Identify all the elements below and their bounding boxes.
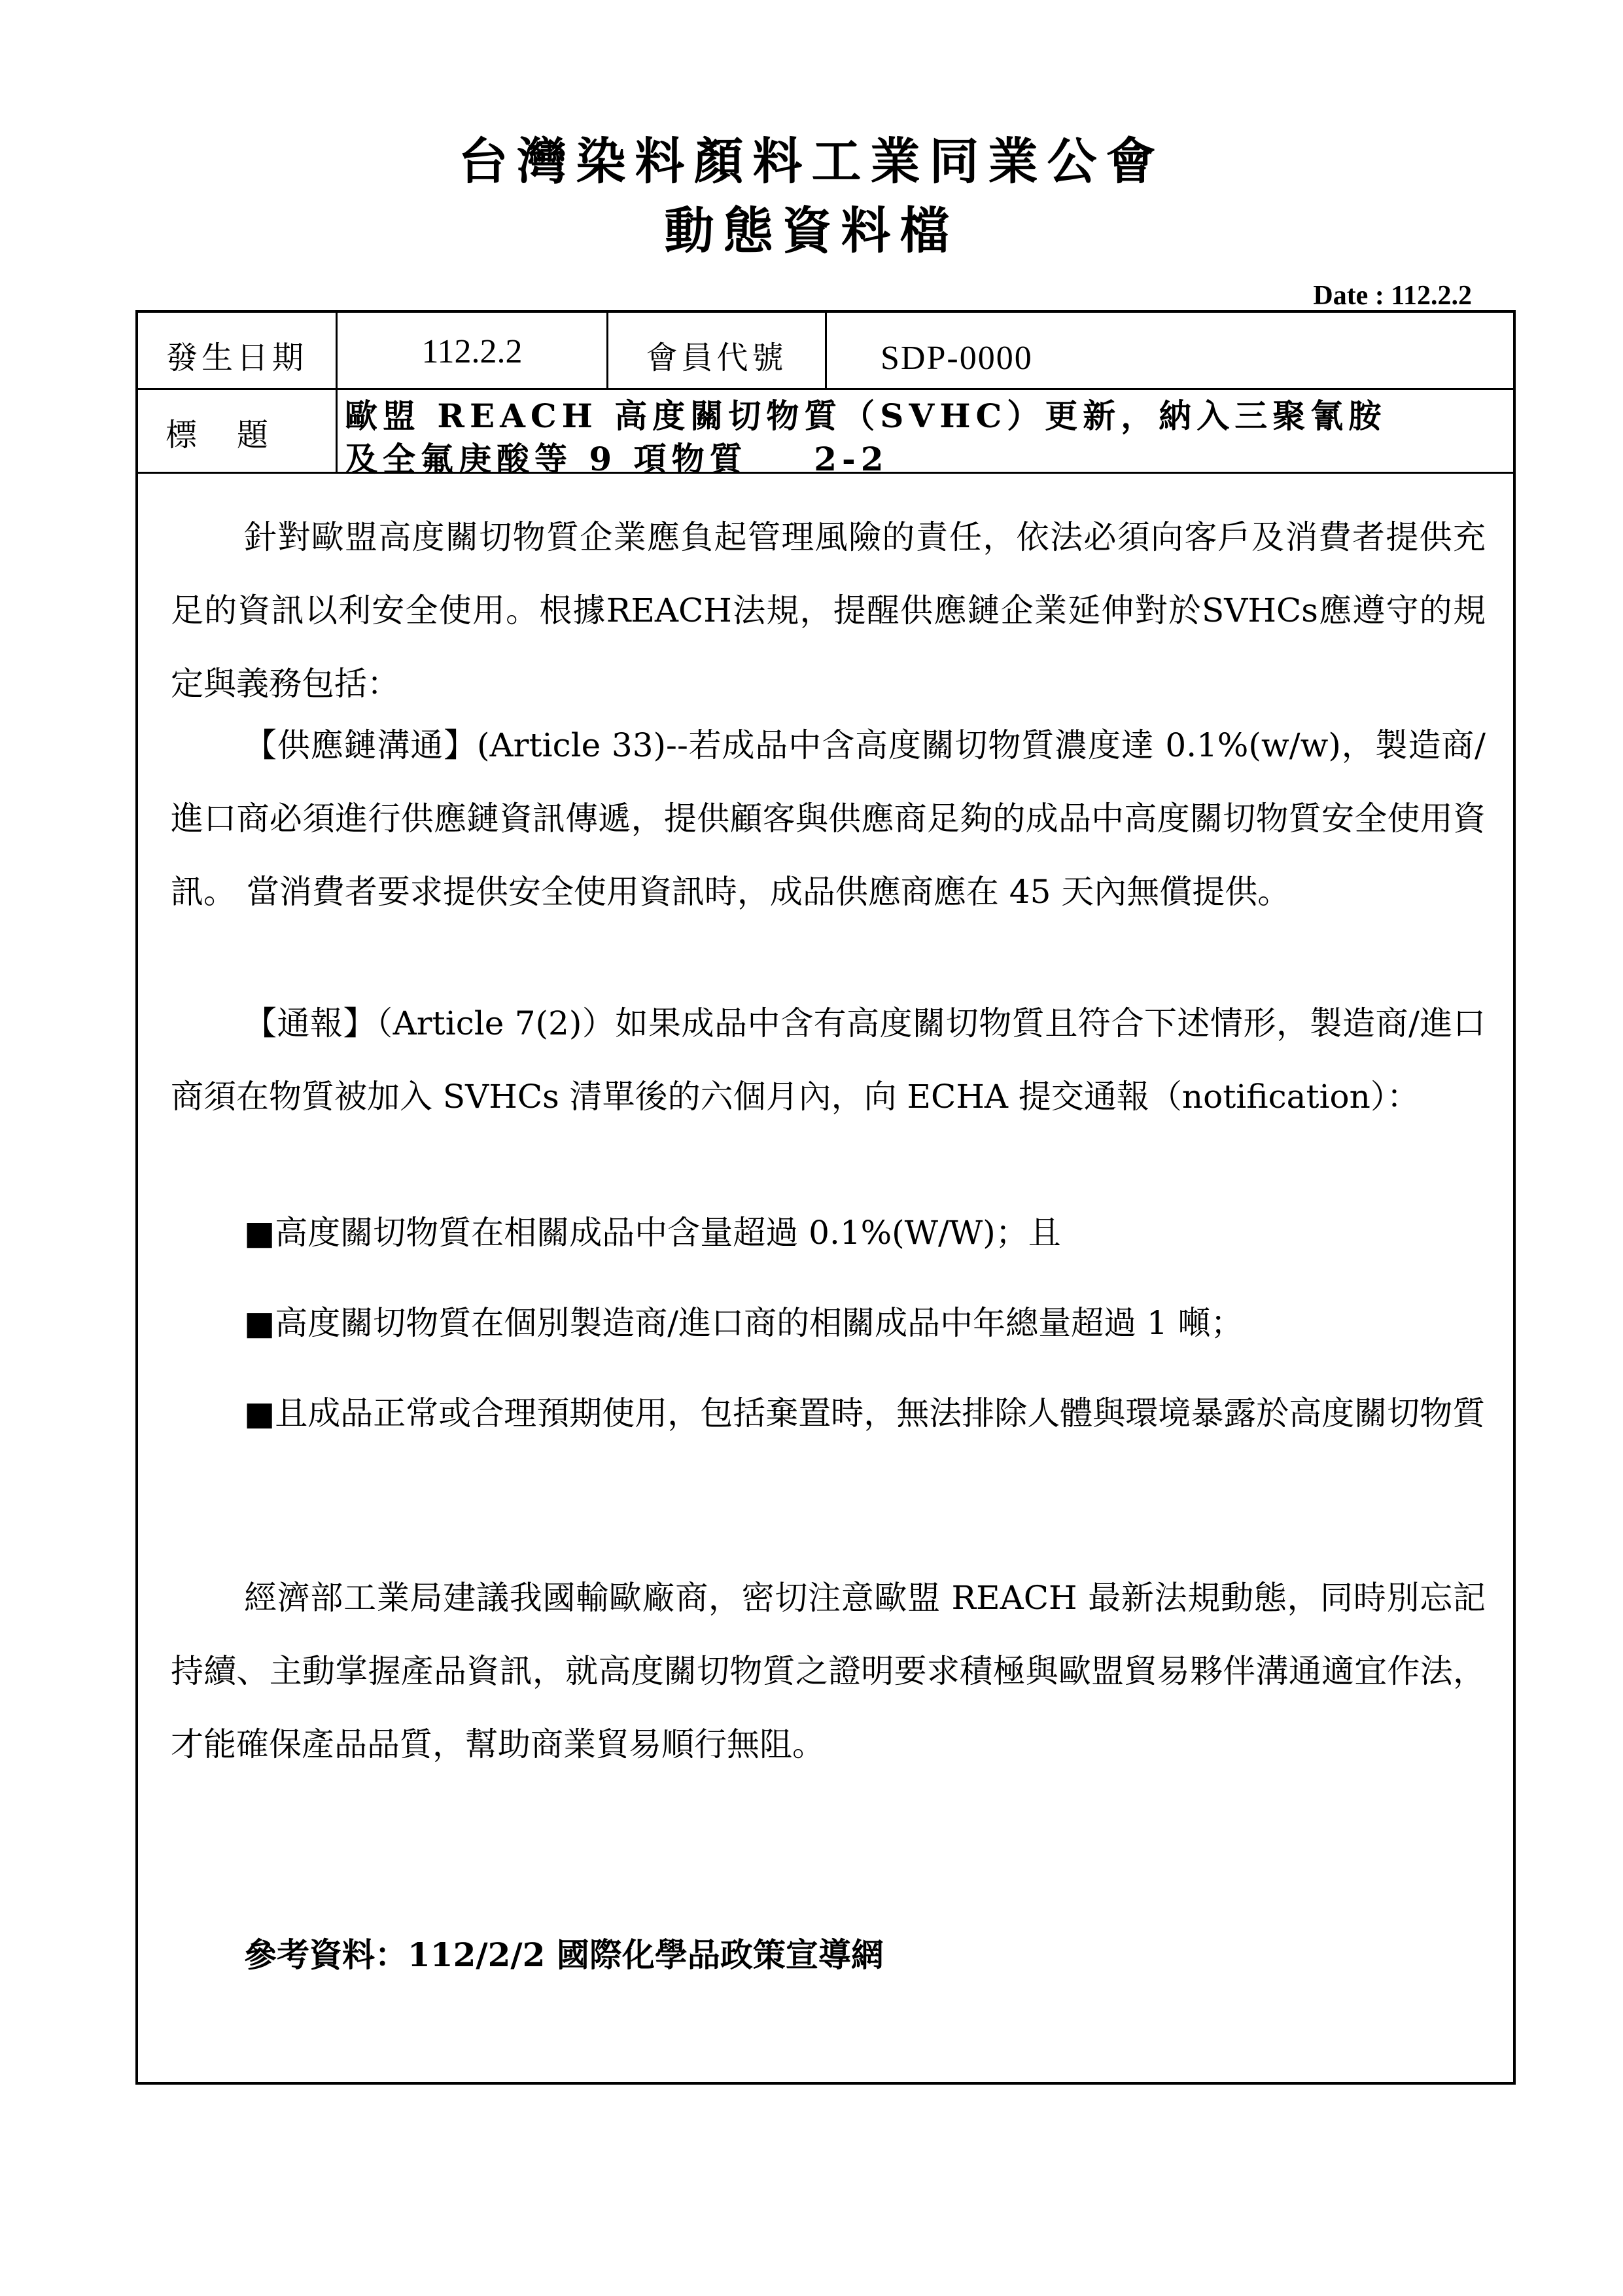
date-label: 發生日期 <box>166 340 307 376</box>
document-frame <box>135 310 1516 2085</box>
subject-label: 標 題 <box>166 417 269 453</box>
paragraph-supply-chain: 【供應鏈溝通】(Article 33)--若成品中含高度關切物質濃度達 0.1%(w/w)，製造商/進口商必須進行供應鏈資訊傳遞，提供顧客與供應商足夠的成品中高度關切物質安全使用資訊。 當消費者要求提供安全使用資訊時，成品供應商應在 45 天內無償提供。 <box>171 726 1486 911</box>
subject-line-1: 歐盟 REACH 高度關切物質（SVHC）更新，納入三聚氰胺 <box>345 397 1387 435</box>
document-type-title: 動態資料檔 <box>664 202 959 260</box>
bullet-annual-volume: ■高度關切物質在個別製造商/進口商的相關成品中年總量超過 1 噸； <box>244 1304 1244 1342</box>
bullet-concentration: ■高度關切物質在相關成品中含量超過 0.1%(W/W)；且 <box>244 1214 1061 1252</box>
paragraph-svhc-responsibility: 針對歐盟高度關切物質企業應負起管理風險的責任，依法必須向客戶及消費者提供充足的資訊以利安全使用。根據REACH法規，提醒供應鏈企業延伸對於SVHCs應遵守的規定與義務包括： <box>171 518 1486 703</box>
member-code-label: 會員代號 <box>646 340 788 376</box>
document-date: Date : 112.2.2 <box>1313 281 1472 311</box>
subject-line-2: 及全氟庚酸等 9 項物質 2-2 <box>345 440 889 478</box>
date-value: 112.2.2 <box>421 333 523 370</box>
member-label-divider <box>825 313 827 388</box>
paragraph-recommendation: 經濟部工業局建議我國輸歐廠商，密切注意歐盟 REACH 最新法規動態，同時別忘記持續、主動掌握產品資訊，就高度關切物質之證明要求積極與歐盟貿易夥伴溝通適宜作法，才能確保產品品質，幫助商業貿易順行無阻。 <box>171 1579 1486 1763</box>
reference-source: 參考資料：112/2/2 國際化學品政策宣導網 <box>244 1935 884 1974</box>
paragraph-notification: 【通報】（Article 7(2)）如果成品中含有高度關切物質且符合下述情形，製造商/進口商須在物質被加入 SVHCs 清單後的六個月內，向 ECHA 提交通報（notification）： <box>171 1004 1486 1116</box>
bullet-exposure: ■且成品正常或合理預期使用，包括棄置時，無法排除人體與環境暴露於高度關切物質 <box>244 1394 1486 1432</box>
organization-name: 台灣染料顏料工業同業公會 <box>458 132 1165 190</box>
member-code-value: SDP-0000 <box>881 340 1033 377</box>
